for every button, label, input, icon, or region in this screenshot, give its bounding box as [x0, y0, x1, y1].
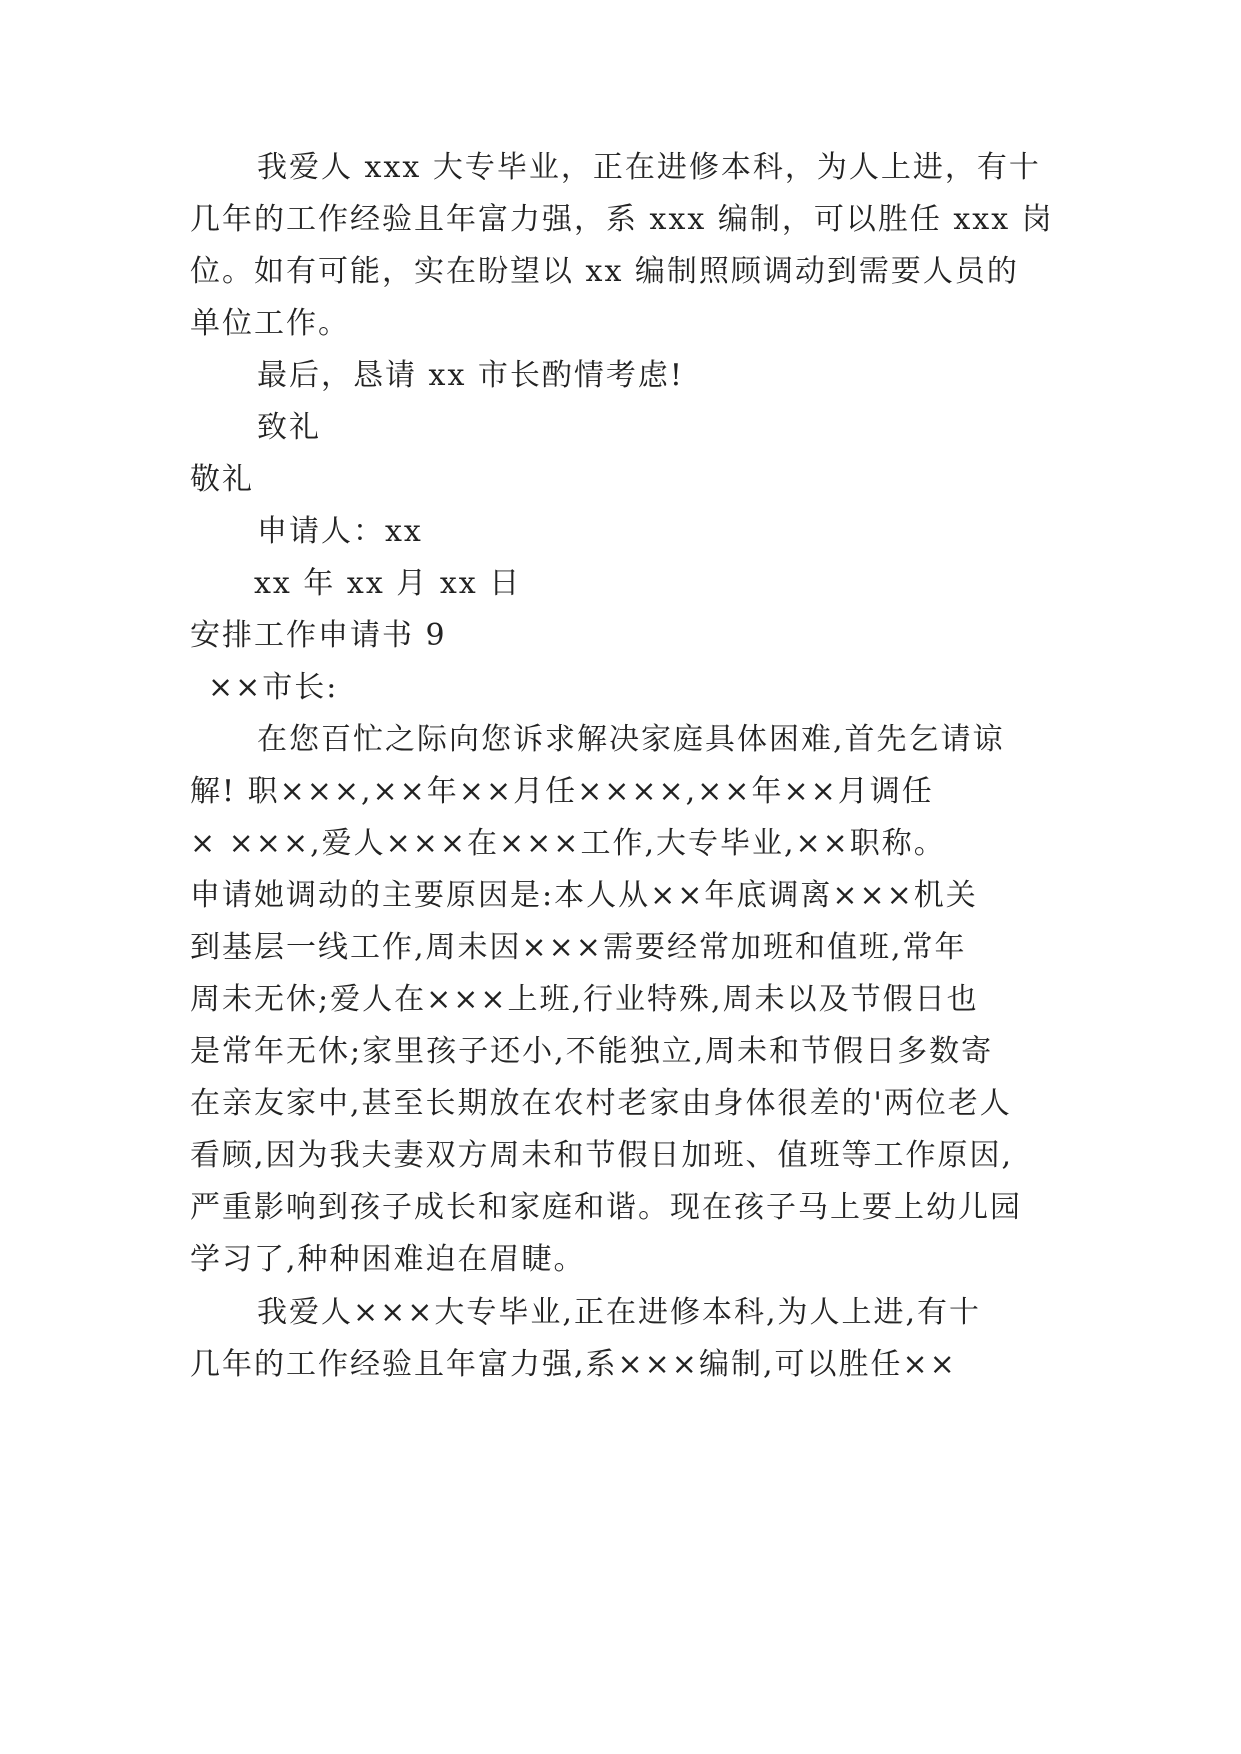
paragraph-line: 申请她调动的主要原因是:本人从××年底调离×××机关 — [190, 878, 978, 913]
paragraph-line: 单位工作。 — [190, 306, 350, 341]
salutation-line: 致礼 — [257, 410, 321, 445]
closing-request-line: 最后，恳请 xx 市长酌情考虑! — [257, 358, 684, 393]
paragraph-line: 位。如有可能，实在盼望以 xx 编制照顾调动到需要人员的 — [190, 254, 1019, 289]
addressee-line: ××市长: — [208, 670, 339, 705]
salutation-line: 敬礼 — [190, 462, 254, 497]
paragraph-line: 看顾,因为我夫妻双方周未和节假日加班、值班等工作原因, — [190, 1138, 1014, 1173]
paragraph-line: 几年的工作经验且年富力强，系 xxx 编制，可以胜任 xxx 岗 — [190, 202, 1054, 237]
paragraph-line: 我爱人×××大专毕业,正在进修本科,为人上进,有十 — [257, 1295, 982, 1330]
paragraph-line: 严重影响到孩子成长和家庭和谐。现在孩子马上要上幼儿园 — [190, 1190, 1022, 1225]
paragraph-line: 解! 职×××,××年××月任××××,××年××月调任 — [190, 774, 934, 809]
paragraph-line: 到基层一线工作,周未因×××需要经常加班和值班,常年 — [190, 930, 967, 965]
paragraph-line: 在您百忙之际向您诉求解决家庭具体困难,首先乞请谅 — [257, 722, 1005, 757]
paragraph-line: × ×××,爱人×××在×××工作,大专毕业,××职称。 — [190, 826, 946, 861]
paragraph-line: 周未无休;爱人在×××上班,行业特殊,周未以及节假日也 — [190, 982, 979, 1017]
applicant-line: 申请人：xx — [257, 514, 423, 549]
paragraph-line: 在亲友家中,甚至长期放在农村老家由身体很差的'两位老人 — [190, 1086, 1012, 1121]
paragraph-line: 是常年无休;家里孩子还小,不能独立,周未和节假日多数寄 — [190, 1034, 994, 1069]
paragraph-line: 学习了,种种困难迫在眉睫。 — [190, 1242, 586, 1277]
paragraph-line: 我爱人 xxx 大专毕业，正在进修本科，为人上进，有十 — [257, 150, 1041, 185]
section-heading: 安排工作申请书 9 — [190, 618, 447, 653]
paragraph-line: 几年的工作经验且年富力强,系×××编制,可以胜任×× — [190, 1347, 957, 1382]
date-line: xx 年 xx 月 xx 日 — [254, 566, 522, 601]
